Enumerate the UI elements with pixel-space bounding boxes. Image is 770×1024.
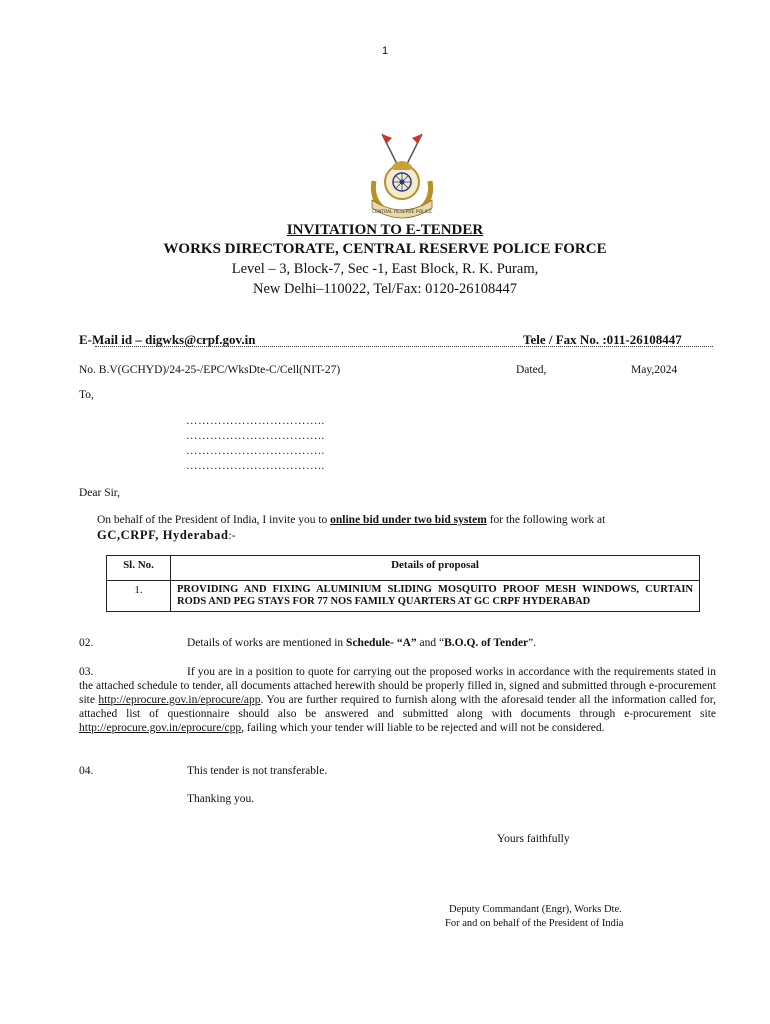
para-03-text2: . You are further required to furnish along with the aforesaid tender all the information called for, attached list of questionnaire should also be answered and submitted along with documents through e-procurement site — [79, 694, 716, 720]
recipient-address-line: …………………………….. — [186, 445, 325, 457]
para-02-text — [187, 637, 536, 649]
closing: Yours faithfully — [497, 833, 570, 845]
separator-dotted-line — [95, 346, 713, 347]
signatory-designation: Deputy Commandant (Engr), Works Dte. — [449, 904, 622, 915]
para-02-number: 02. — [79, 637, 94, 649]
place-suffix: :- — [228, 530, 236, 542]
table-row — [107, 581, 700, 612]
para-03-number: 03. — [79, 666, 94, 678]
email-line: E-Mail id – digwks@crpf.gov.in — [79, 332, 256, 347]
col-header-details: Details of proposal — [171, 556, 700, 581]
signatory-on-behalf: For and on behalf of the President of India — [445, 918, 624, 929]
intro-text: On behalf of the President of India, I invite you to — [97, 514, 331, 526]
intro-text-after: for the following work at — [486, 514, 606, 526]
crpf-emblem-logo — [352, 126, 452, 226]
thanking-line: Thanking you. — [187, 793, 255, 805]
table-header-row — [107, 556, 700, 581]
document-title: INVITATION TO E-TENDER — [286, 222, 484, 238]
para-02-middle: and “ — [416, 637, 445, 649]
dated-label: Dated, — [516, 364, 547, 376]
para-02-before: Details of works are mentioned in — [187, 637, 347, 649]
svg-text:CENTRAL RESERVE POLICE: CENTRAL RESERVE POLICE — [371, 210, 433, 215]
intro-paragraph — [97, 513, 717, 544]
cell-sl-no: 1. — [107, 581, 171, 612]
address-line-1: Level – 3, Block-7, Sec -1, East Block, R. K. Puram, — [231, 261, 539, 277]
para-03 — [79, 665, 716, 735]
para-03-text3: , failing which your tender will liable to be rejected and will not be considered. — [241, 722, 605, 734]
page-number: 1 — [381, 45, 389, 57]
proposal-table — [106, 555, 700, 612]
address-line-2: New Delhi–110022, Tel/Fax: 0120-26108447 — [253, 281, 517, 297]
boq-ref: B.O.Q. of Tender — [444, 637, 529, 649]
para-04-number: 04. — [79, 765, 94, 777]
recipient-address-line: …………………………….. — [186, 460, 325, 472]
cell-details: PROVIDING AND FIXING ALUMINIUM SLIDING MOSQUITO PROOF MESH WINDOWS, CURTAIN RODS AND PEG STAYS FOR 77 NOS FAMILY QUARTERS AT GC CRPF HYDERABAD — [171, 581, 700, 612]
reference-number: No. B.V(GCHYD)/24-25-/EPC/WksDte-C/Cell(NIT-27) — [79, 364, 341, 376]
organization-name: WORKS DIRECTORATE, CENTRAL RESERVE POLICE FORCE — [163, 241, 607, 257]
bid-type: online bid under two bid system — [330, 514, 487, 526]
dated-month: May,2024 — [631, 364, 678, 376]
to-label: To, — [79, 389, 94, 401]
schedule-ref: Schedule- “A” — [346, 637, 417, 649]
tele-fax-line: Tele / Fax No. :011-26108447 — [523, 332, 682, 347]
work-place: GC,CRPF, Hyderabad — [97, 528, 229, 542]
col-header-sl-no: Sl. No. — [107, 556, 171, 581]
para-03-text1: If you are in a position to quote for carrying out the proposed works in accordance with the requirements stated in the attached schedule to tender, all documents attached herewith should be properly filled in, signed and submitted through e-procurement site — [79, 666, 716, 706]
para-02-after: ”. — [528, 637, 537, 649]
salutation: Dear Sir, — [79, 487, 121, 499]
recipient-address-line: …………………………….. — [186, 415, 325, 427]
eprocure-cpp-link[interactable]: http://eprocure.gov.in/eprocure/cpp — [79, 722, 242, 734]
eprocure-app-link[interactable]: http://eprocure.gov.in/eprocure/app — [98, 694, 261, 706]
para-04-text: This tender is not transferable. — [187, 765, 328, 777]
recipient-address-line: …………………………….. — [186, 430, 325, 442]
